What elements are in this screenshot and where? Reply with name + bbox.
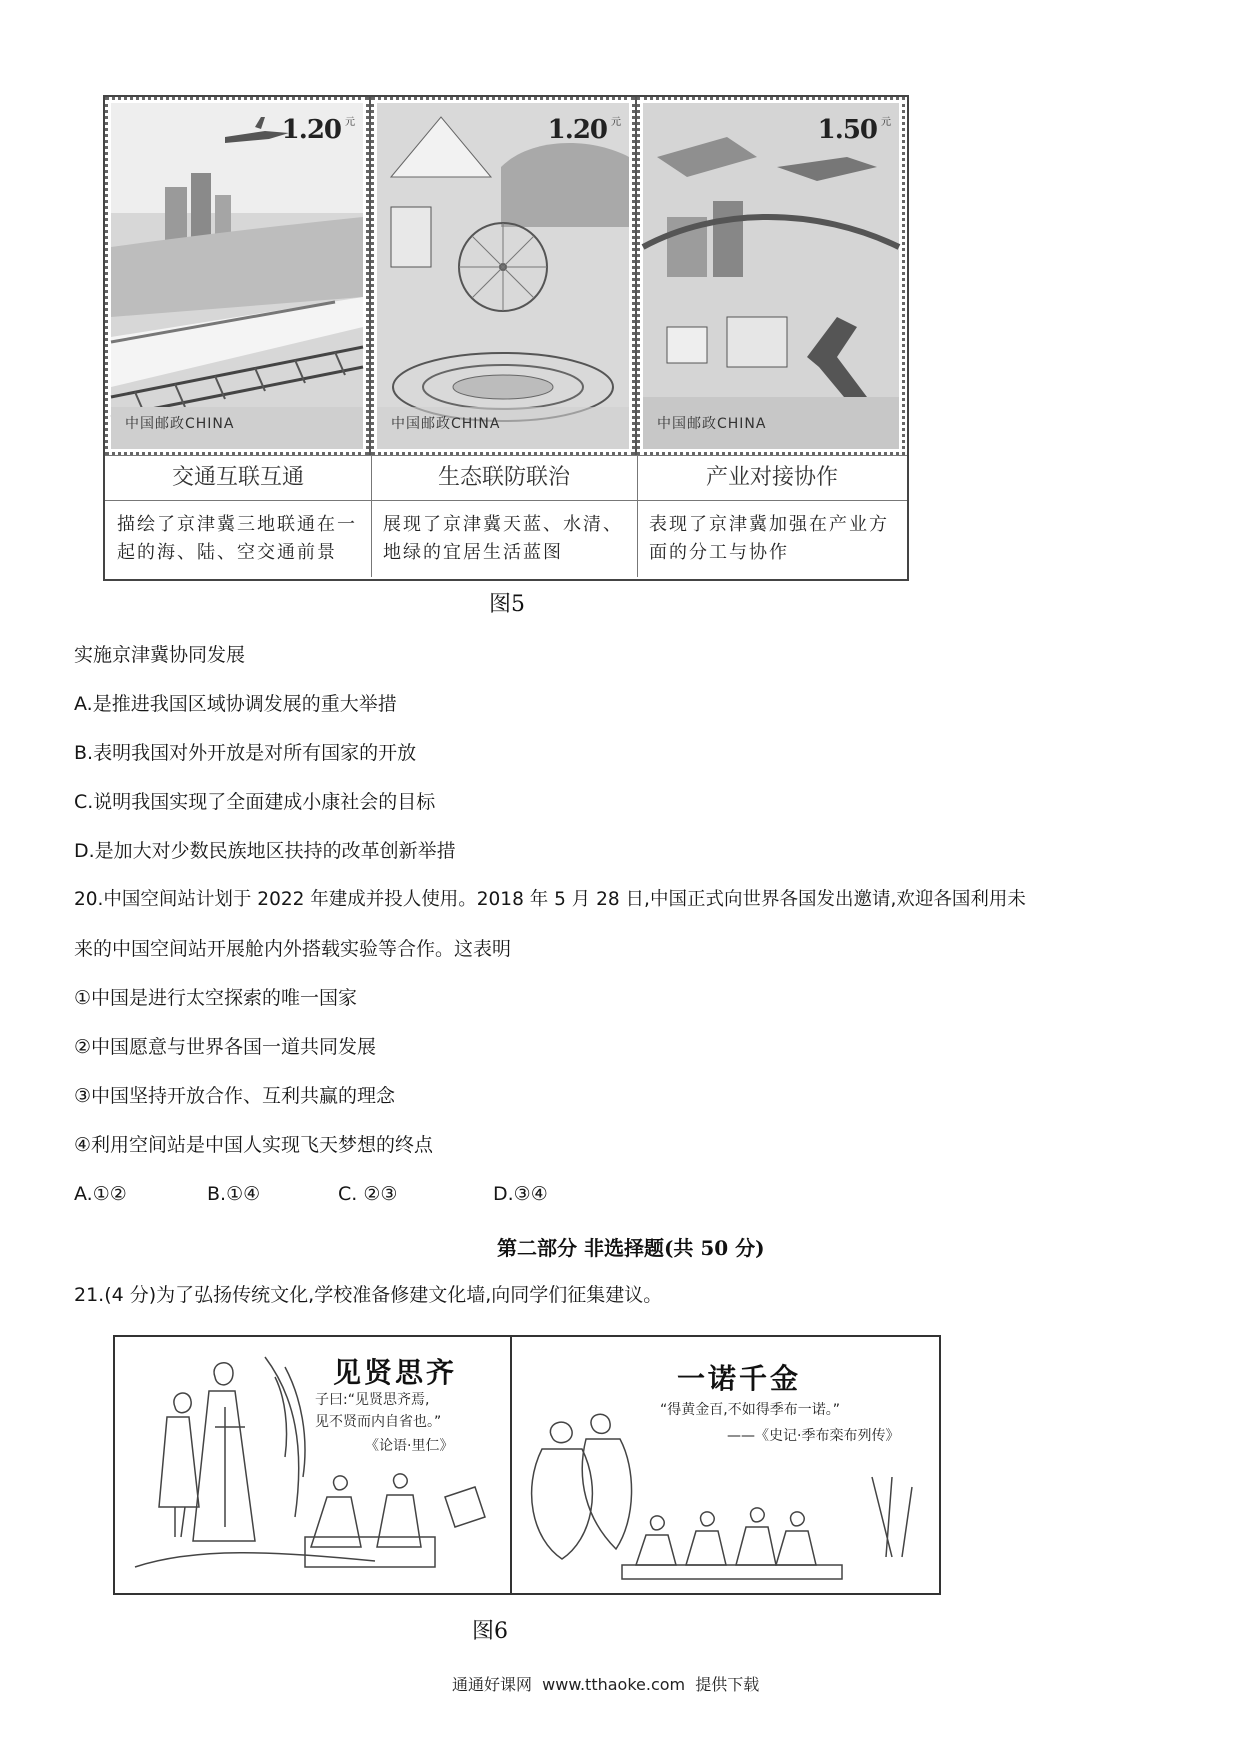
stamp-description: 表现了京津冀加强在产业方面的分工与协作 <box>649 514 889 563</box>
statement-3: ③中国坚持开放合作、互利共赢的理念 <box>74 1085 396 1107</box>
option-b: B.表明我国对外开放是对所有国家的开放 <box>74 742 417 764</box>
section-title: 第二部分 非选择题(共 50 分) <box>497 1236 765 1260</box>
question-stem: 21.(4 分)为了弘扬传统文化,学校准备修建文化墙,向同学们征集建议。 <box>74 1284 663 1306</box>
choice-a: A.①② <box>74 1183 127 1205</box>
footer-watermark: 通通好课网 www.tthaoke.com 提供下载 <box>452 1675 760 1694</box>
statement-4: ④利用空间站是中国人实现飞天梦想的终点 <box>74 1134 434 1156</box>
stamp-unit: 元 <box>611 117 621 128</box>
choice-c: C. ②③ <box>338 1183 398 1205</box>
stamp-ecology <box>371 97 637 455</box>
question-stem: 实施京津冀协同发展 <box>74 644 246 666</box>
question-stem: 20.中国空间站计划于 2022 年建成并投人使用。2018 年 5 月 28 日,中国正式向世界各国发出邀请,欢迎各国利用未 <box>74 889 1026 910</box>
stamp-transport <box>105 97 371 455</box>
figure6-right-quote: “得黄金百,不如得季布一诺。” <box>660 1402 840 1418</box>
stamp-value: 1.20 <box>547 115 607 145</box>
stamp-unit: 元 <box>345 117 355 128</box>
option-c: C.说明我国实现了全面建成小康社会的目标 <box>74 791 436 813</box>
figure6-left-source: 《论语·里仁》 <box>365 1438 454 1454</box>
figure6-left-quote: 见不贤而内自省也。” <box>315 1414 442 1430</box>
stamp-post-mark: 中国邮政CHINA <box>125 416 235 432</box>
figure6-right-title: 一诺千金 <box>677 1362 802 1395</box>
figure-caption: 图6 <box>472 1619 508 1644</box>
choice-d: D.③④ <box>493 1183 548 1205</box>
statement-1: ①中国是进行太空探索的唯一国家 <box>74 987 358 1009</box>
stamp-industry <box>637 97 905 455</box>
stamp-perforation <box>371 97 635 455</box>
stamp-description: 展现了京津冀天蓝、水清、地绿的宜居生活蓝图 <box>383 514 623 563</box>
stamp-post-mark: 中国邮政CHINA <box>391 416 501 432</box>
stamp-title: 生态联防联治 <box>371 455 637 501</box>
figure-caption: 图5 <box>489 592 525 617</box>
stamp-title: 产业对接协作 <box>637 455 907 501</box>
stamp-perforation <box>105 97 369 455</box>
stamp-perforation <box>637 97 905 455</box>
stamp-figure <box>103 95 909 581</box>
question-stem-continued: 来的中国空间站开展舱内外搭载实验等合作。这表明 <box>74 938 512 960</box>
option-d: D.是加大对少数民族地区扶持的改革创新举措 <box>74 840 456 862</box>
stamp-post-mark: 中国邮政CHINA <box>657 416 767 432</box>
statement-2: ②中国愿意与世界各国一道共同发展 <box>74 1036 377 1058</box>
figure6-left-quote: 子曰:“见贤思齐焉, <box>315 1392 430 1408</box>
stamp-unit: 元 <box>881 117 891 128</box>
culture-wall-figure <box>113 1335 941 1595</box>
figure6-right-source: ——《史记·季布栾布列传》 <box>727 1428 900 1444</box>
stamp-value: 1.50 <box>817 115 877 145</box>
option-a: A.是推进我国区域协调发展的重大举措 <box>74 693 397 715</box>
stamp-value: 1.20 <box>281 115 341 145</box>
stamp-description: 描绘了京津冀三地联通在一起的海、陆、空交通前景 <box>117 514 357 563</box>
choice-b: B.①④ <box>207 1183 261 1205</box>
figure6-left-title: 见贤思齐 <box>333 1356 458 1389</box>
stamp-title: 交通互联互通 <box>105 455 371 501</box>
